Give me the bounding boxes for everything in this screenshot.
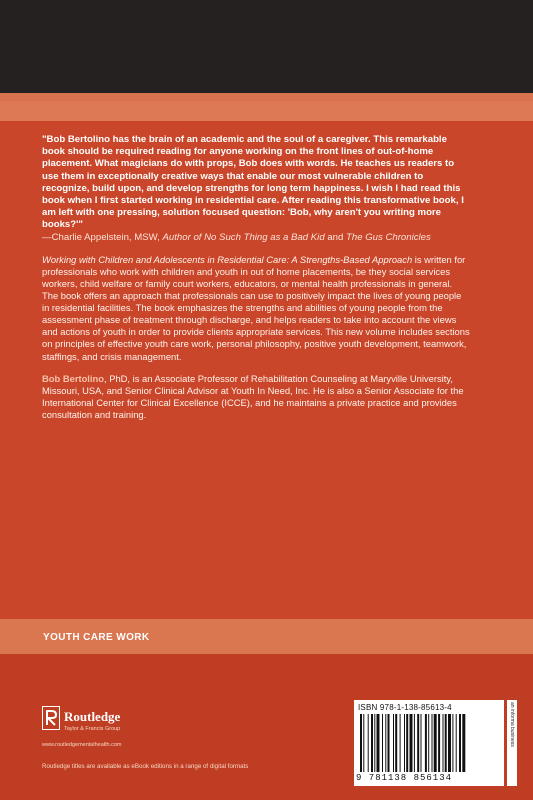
barcode-panel bbox=[354, 700, 504, 786]
attribution-book1: No Such Thing as a Bad Kid bbox=[204, 231, 325, 243]
barcode-bar bbox=[443, 714, 444, 772]
barcode-digits: 9 781138 856134 bbox=[356, 773, 453, 783]
barcode-icon bbox=[358, 714, 500, 772]
barcode-bar bbox=[425, 714, 427, 772]
publisher-website[interactable]: www.routledgementalhealth.com bbox=[42, 742, 122, 748]
publisher-name: Routledge bbox=[64, 709, 121, 724]
barcode-bar bbox=[393, 714, 394, 772]
description-body: is written for professionals who work with children and youth in out of home placements, be they social services workers, child welfare or family court workers, educators, or mental health professionals in general. The book offers an approach that professionals can use to positively impact the lives of young people in residential facilities. The book emphasizes the strengths and abilities of young people from the assessment phase of treatment through discharge, and helps readers to take into account the views and actions of youth in order to provide clients appropriate services. This new volume includes sections on principles of effective youth care work, personal philosophy, positive youth development, teamwork, staffings, and crisis management. bbox=[42, 253, 470, 362]
subject-label: YOUTH CARE WORK bbox=[43, 632, 150, 643]
routledge-logo-icon bbox=[42, 706, 60, 730]
barcode-bar bbox=[400, 714, 401, 772]
endorsement-quote: "Bob Bertolino has the brain of an academic and the soul of a caregiver. This remarkable book should be required reading for anyone working on the front lines of out-of-home placement. What magicians do with props, Bob does with words. He teaches us readers to use them in exceptionally creative ways that enable our most vulnerable children to recognize, build upon, and develop strengths for long term happiness. I wish I had read this book when I first started working in residential care. After reading this transformative book, I am left with one pressing, solution focused question: 'Bob, why aren't you writing more books?'" bbox=[42, 134, 464, 231]
book-title: Working with Children and Adolescents in Residential Care: A Strengths-Based Approach bbox=[42, 253, 413, 265]
side-label-panel bbox=[507, 700, 517, 786]
isbn-label: ISBN 978-1-138-85613-4 bbox=[358, 703, 452, 712]
barcode-bar bbox=[404, 714, 405, 772]
endorsement-attribution bbox=[42, 232, 470, 244]
barcode-bar bbox=[388, 714, 390, 772]
barcode-bar bbox=[371, 714, 373, 772]
barcode-bar bbox=[438, 714, 440, 772]
barcode-bar bbox=[374, 714, 375, 772]
barcode-bar bbox=[395, 714, 397, 772]
author-bio bbox=[42, 373, 470, 421]
light-strip-lower bbox=[0, 101, 533, 121]
light-strip bbox=[0, 93, 533, 101]
attribution-role: Author of bbox=[162, 231, 202, 243]
barcode-bar bbox=[432, 714, 433, 772]
barcode-bar bbox=[428, 714, 429, 772]
attribution-prefix: —Charlie Appelstein, MSW, bbox=[42, 231, 163, 243]
barcode-bar bbox=[452, 714, 453, 772]
attribution-book2: The Gus Chronicles bbox=[346, 231, 431, 243]
barcode-bar bbox=[459, 714, 461, 772]
barcode-bar bbox=[363, 714, 364, 772]
barcode-bar bbox=[448, 714, 451, 772]
book-description bbox=[42, 254, 470, 363]
barcode-bar bbox=[456, 714, 457, 772]
barcode-bar bbox=[368, 714, 369, 772]
back-cover-text bbox=[42, 134, 470, 421]
top-dark-band bbox=[0, 0, 533, 93]
barcode-bar bbox=[417, 714, 419, 772]
attribution-and: and bbox=[324, 231, 346, 243]
barcode-bar bbox=[414, 714, 415, 772]
barcode-bar bbox=[377, 714, 380, 772]
barcode-bar bbox=[445, 714, 447, 772]
barcode-bar bbox=[462, 714, 465, 772]
barcode-bar bbox=[382, 714, 383, 772]
author-name: Bob Bertolino bbox=[42, 372, 104, 384]
barcode-bar bbox=[360, 714, 362, 772]
ebook-note: Routledge titles are available as eBook editions in a range of digital formats bbox=[42, 763, 249, 770]
side-label: an informa business bbox=[509, 702, 515, 747]
publisher-group: Taylor & Francis Group bbox=[64, 726, 121, 732]
barcode-bar bbox=[385, 714, 386, 772]
barcode-bar bbox=[434, 714, 437, 772]
barcode-bar bbox=[406, 714, 408, 772]
bio-body: , PhD, is an Associate Professor of Rehabilitation Counseling at Maryville University, Missouri, USA, and Senior Clinical Advisor at Youth In Need, Inc. He is also a Senior Associate for the International Center for Clinical Excellence (ICCE), and he maintains a private practice and provides consultation and training. bbox=[42, 372, 464, 420]
barcode-bar bbox=[421, 714, 422, 772]
barcode-bar bbox=[410, 714, 413, 772]
